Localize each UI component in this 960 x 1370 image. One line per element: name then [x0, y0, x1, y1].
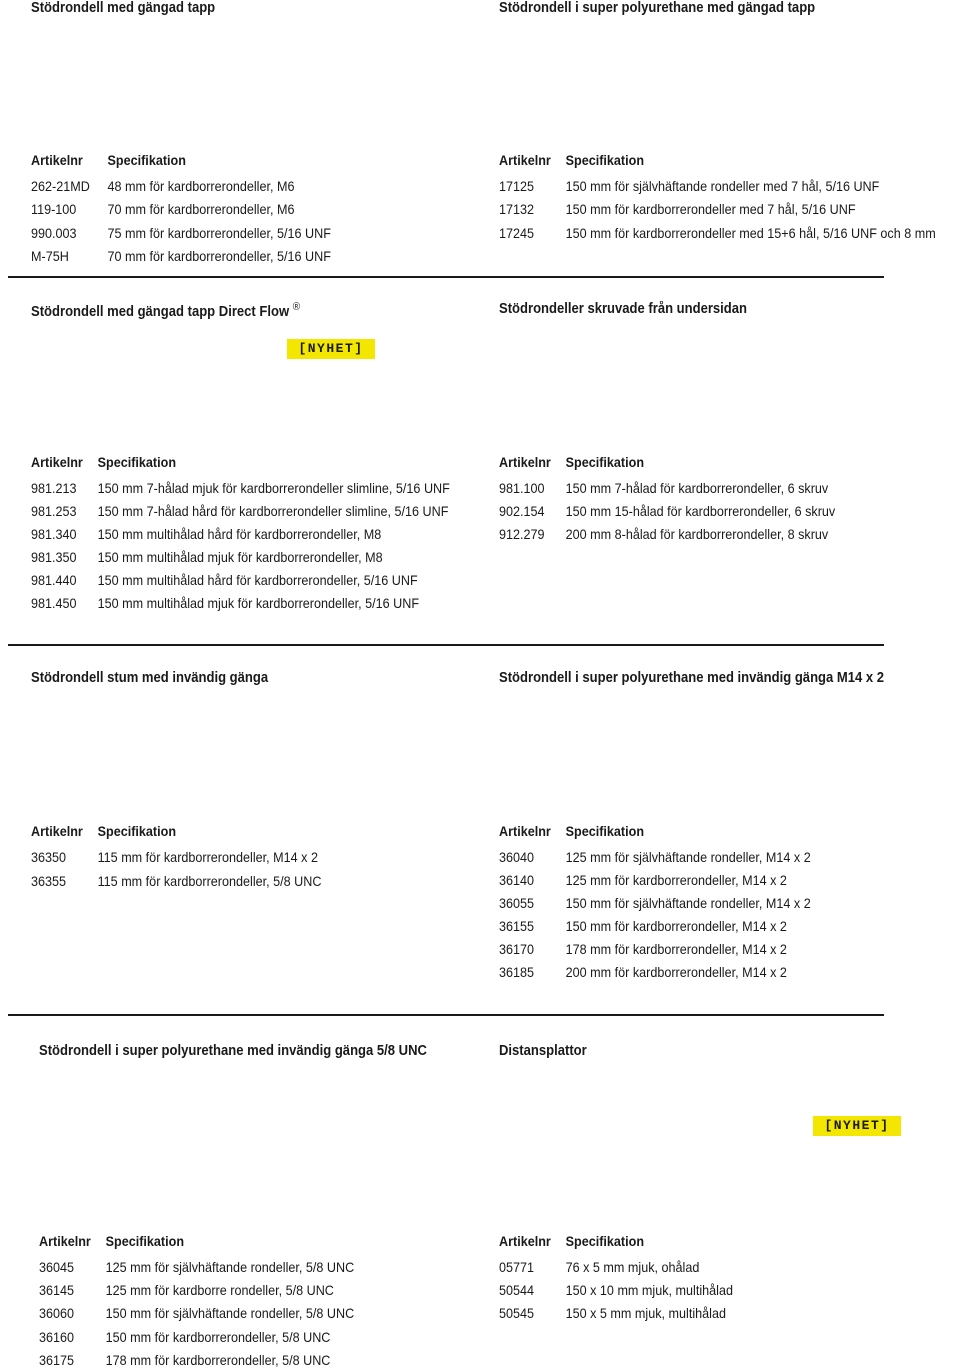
- column-header-spec: Specifikation: [565, 1233, 645, 1249]
- article-number: 902.154: [499, 502, 545, 519]
- section-title-text: Stödrondell med gängad tapp Direct Flow: [31, 303, 290, 320]
- article-number: 50545: [499, 1305, 535, 1321]
- article-number: 981.253: [31, 502, 77, 519]
- article-number: 36355: [31, 873, 67, 889]
- specification: 150 mm multihålad mjuk för kardborrerondeller, M8: [97, 548, 383, 565]
- article-number: 36155: [499, 918, 535, 934]
- section-title: Stödrondell i super polyurethane med invändig gänga 5/8 UNC: [39, 1043, 427, 1059]
- specification: 150 mm för självhäftande rondeller, 5/8 UNC: [105, 1305, 355, 1322]
- article-number: M-75H: [31, 247, 69, 264]
- article-number: 36350: [31, 849, 67, 865]
- registered-mark: ®: [292, 301, 301, 313]
- specification: 115 mm för kardborrerondeller, M14 x 2: [97, 849, 318, 865]
- section-title: [31, 301, 300, 320]
- specification: 150 mm 7-hålad hård för kardborrerondeller slimline, 5/16 UNF: [97, 502, 449, 519]
- article-number: 17245: [499, 224, 535, 241]
- column-header-article: Artikelnr: [39, 1233, 91, 1249]
- column-header-spec: Specifikation: [565, 454, 645, 470]
- column-header-spec: Specifikation: [97, 823, 177, 839]
- section-title: Stödrondell i super polyurethane med invändig gänga M14 x 2: [499, 670, 885, 686]
- article-number: 981.213: [31, 480, 77, 496]
- article-number: 981.350: [31, 548, 77, 565]
- article-number: 36145: [39, 1282, 75, 1299]
- article-number: 17132: [499, 201, 535, 218]
- article-number: 990.003: [31, 224, 77, 241]
- column-header-article: Artikelnr: [499, 1233, 551, 1249]
- article-number: 36160: [39, 1328, 75, 1345]
- specification: 178 mm för kardborrerondeller, 5/8 UNC: [105, 1351, 331, 1368]
- article-number: 36045: [39, 1259, 75, 1275]
- specification: 200 mm 8-hålad för kardborrerondeller, 8 skruv: [565, 525, 829, 542]
- article-number: 05771: [499, 1259, 535, 1275]
- specification: 125 mm för självhäftande rondeller, M14 x 2: [565, 849, 811, 865]
- specification: 125 mm för kardborre rondeller, 5/8 UNC: [105, 1282, 334, 1299]
- specification: 150 mm multihålad hård för kardborrerondeller, 5/16 UNF: [97, 571, 418, 588]
- article-number: 912.279: [499, 525, 545, 542]
- specification: 150 mm 15-hålad för kardborrerondeller, 6 skruv: [565, 502, 836, 519]
- column-header-article: Artikelnr: [31, 823, 83, 839]
- article-number: 262-21MD: [31, 178, 90, 194]
- specification: 150 x 5 mm mjuk, multihålad: [565, 1305, 726, 1321]
- specification: 150 mm för kardborrerondeller, 5/8 UNC: [105, 1328, 331, 1345]
- article-number: 981.100: [499, 480, 545, 496]
- article-number: 36060: [39, 1305, 75, 1322]
- article-number: 36055: [499, 895, 535, 911]
- column-header-article: Artikelnr: [31, 454, 83, 470]
- specification: 70 mm för kardborrerondeller, 5/16 UNF: [107, 247, 331, 264]
- new-badge: [NYHET]: [287, 339, 375, 359]
- column-header-spec: Specifikation: [565, 823, 645, 839]
- specification: 178 mm för kardborrerondeller, M14 x 2: [565, 941, 787, 957]
- section-title: Stödrondell med gängad tapp: [31, 0, 216, 16]
- column-header-spec: Specifikation: [105, 1233, 185, 1249]
- section-title: Distansplattor: [499, 1043, 587, 1059]
- specification: 48 mm för kardborrerondeller, M6: [107, 178, 295, 194]
- article-number: 981.440: [31, 571, 77, 588]
- section-title: Stödrondeller skruvade från undersidan: [499, 301, 748, 317]
- specification: 150 mm för självhäftande rondeller med 7 hål, 5/16 UNF: [565, 178, 880, 194]
- article-number: 119-100: [31, 201, 77, 218]
- article-number: 36140: [499, 872, 535, 888]
- specification: 150 mm multihålad mjuk för kardborrerondeller, 5/16 UNF: [97, 594, 420, 611]
- specification: 70 mm för kardborrerondeller, M6: [107, 201, 295, 218]
- specification: 150 mm 7-hålad för kardborrerondeller, 6 skruv: [565, 480, 829, 496]
- section-title: Stödrondell stum med invändig gänga: [31, 670, 269, 686]
- specification: 150 mm multihålad hård för kardborrerondeller, M8: [97, 525, 382, 542]
- column-header-spec: Specifikation: [97, 454, 177, 470]
- column-header-article: Artikelnr: [499, 823, 551, 839]
- specification: 125 mm för kardborrerondeller, M14 x 2: [565, 872, 787, 888]
- new-badge: [NYHET]: [813, 1116, 901, 1136]
- specification: 125 mm för självhäftande rondeller, 5/8 UNC: [105, 1259, 355, 1275]
- article-number: 36175: [39, 1351, 75, 1368]
- specification: 115 mm för kardborrerondeller, 5/8 UNC: [97, 873, 322, 889]
- column-header-spec: Specifikation: [107, 152, 186, 168]
- specification: 150 mm för självhäftande rondeller, M14 x 2: [565, 895, 811, 911]
- specification: 150 mm för kardborrerondeller med 7 hål, 5/16 UNF: [565, 201, 856, 218]
- article-number: 36170: [499, 941, 535, 957]
- article-number: 17125: [499, 178, 535, 194]
- section-divider: [8, 1014, 884, 1016]
- column-header-article: Artikelnr: [31, 152, 83, 168]
- column-header-article: Artikelnr: [499, 454, 551, 470]
- specification: 150 mm för kardborrerondeller, M14 x 2: [565, 918, 787, 934]
- specification: 200 mm för kardborrerondeller, M14 x 2: [565, 964, 787, 980]
- article-number: 36040: [499, 849, 535, 865]
- specification: 75 mm för kardborrerondeller, 5/16 UNF: [107, 224, 331, 241]
- section-title: Stödrondell i super polyurethane med gängad tapp: [499, 0, 816, 16]
- specification: 76 x 5 mm mjuk, ohålad: [565, 1259, 700, 1275]
- section-divider: [8, 276, 884, 278]
- specification: 150 mm 7-hålad mjuk för kardborrerondeller slimline, 5/16 UNF: [97, 480, 450, 496]
- article-number: 981.450: [31, 594, 77, 611]
- article-number: 50544: [499, 1282, 535, 1298]
- article-number: 36185: [499, 964, 535, 980]
- column-header-spec: Specifikation: [565, 152, 645, 168]
- section-divider: [8, 644, 884, 646]
- column-header-article: Artikelnr: [499, 152, 551, 168]
- article-number: 981.340: [31, 525, 77, 542]
- specification: 150 mm för kardborrerondeller med 15+6 hål, 5/16 UNF och 8 mm: [565, 224, 936, 241]
- specification: 150 x 10 mm mjuk, multihålad: [565, 1282, 733, 1298]
